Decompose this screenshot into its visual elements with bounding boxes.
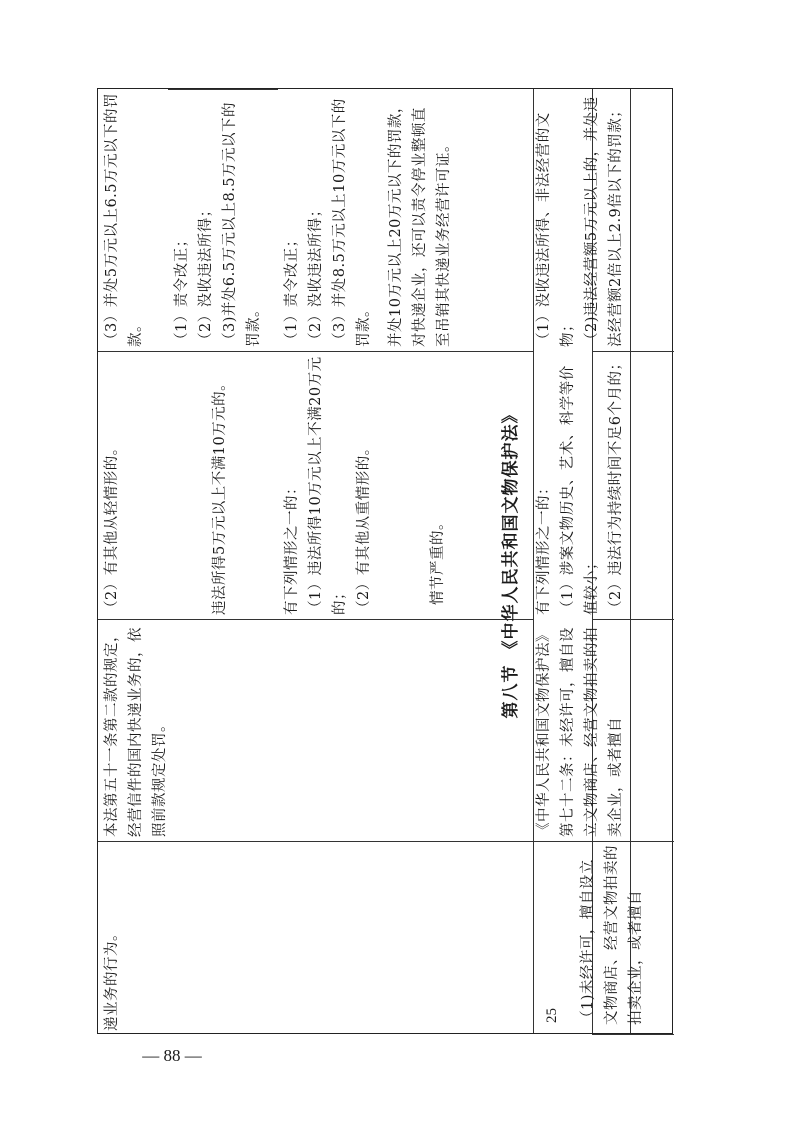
penalty-cell: （1）责令改正； （2）没收违法所得； （3）并处8.5万元以上10万元以下的罚款。 [284,98,372,347]
violation-cell: （1)未经许可，擅自设立文物商店、经营文物拍卖的拍卖企业，或者擅自 [580,845,644,1025]
legal-basis-cell: 本法第五十一条第二款的规定，经营信件的国内快递业务的，依照前款规定处罚。 [104,627,168,837]
penalty-cell: （1）责令改正； （2）没收违法所得； （3)并处6.5万元以上8.5万元以下的罚款。 [174,101,262,347]
circumstance-cell: 违法所得5万元以上不满10万元的。 [212,375,228,615]
penalty-cell: 并处10万元以上20万元以下的罚款，对快递企业，还可以责令停业整顿直至吊销其快递业务经营许可证。 [388,98,452,347]
circumstance-cell: 有下列情形之一的： （1）涉案文物历史、艺术、科学等价值较小； （2）违法行为持续时间不足6个月的； [536,355,624,615]
penalty-cell: （1）没收违法所得、非法经营的文物； （2)违法经营额5万元以上的，并处违法经营额2倍以上2.9倍以下的罚款； [536,96,624,347]
penalty-table [97,88,673,1034]
circumstance-cell: 有下列情形之一的： （1）违法所得10万元以上不满20万元的； （2）有其他从重情形的。 [284,356,372,615]
penalty-cell: （3）并处5万元以上6.5万元以下的罚款。 [104,92,144,347]
circumstance-cell: 情节严重的。 [430,515,446,605]
row-number: 25 [544,1008,560,1023]
page-number: — 88 — [142,1046,202,1065]
rotated-content [98,89,674,1035]
violation-cell: 递业务的行为。 [104,926,120,1031]
circumstance-cell: （2）有其他从轻情形的。 [104,440,120,615]
section-title: 第八节 《中华人民共和国文物保护法》 [501,405,521,719]
legal-basis-cell: 《中华人民共和国文物保护法》第七十二条：未经许可，擅自设立文物商店、经营文物拍卖的拍卖企业，或者擅自 [536,627,624,837]
